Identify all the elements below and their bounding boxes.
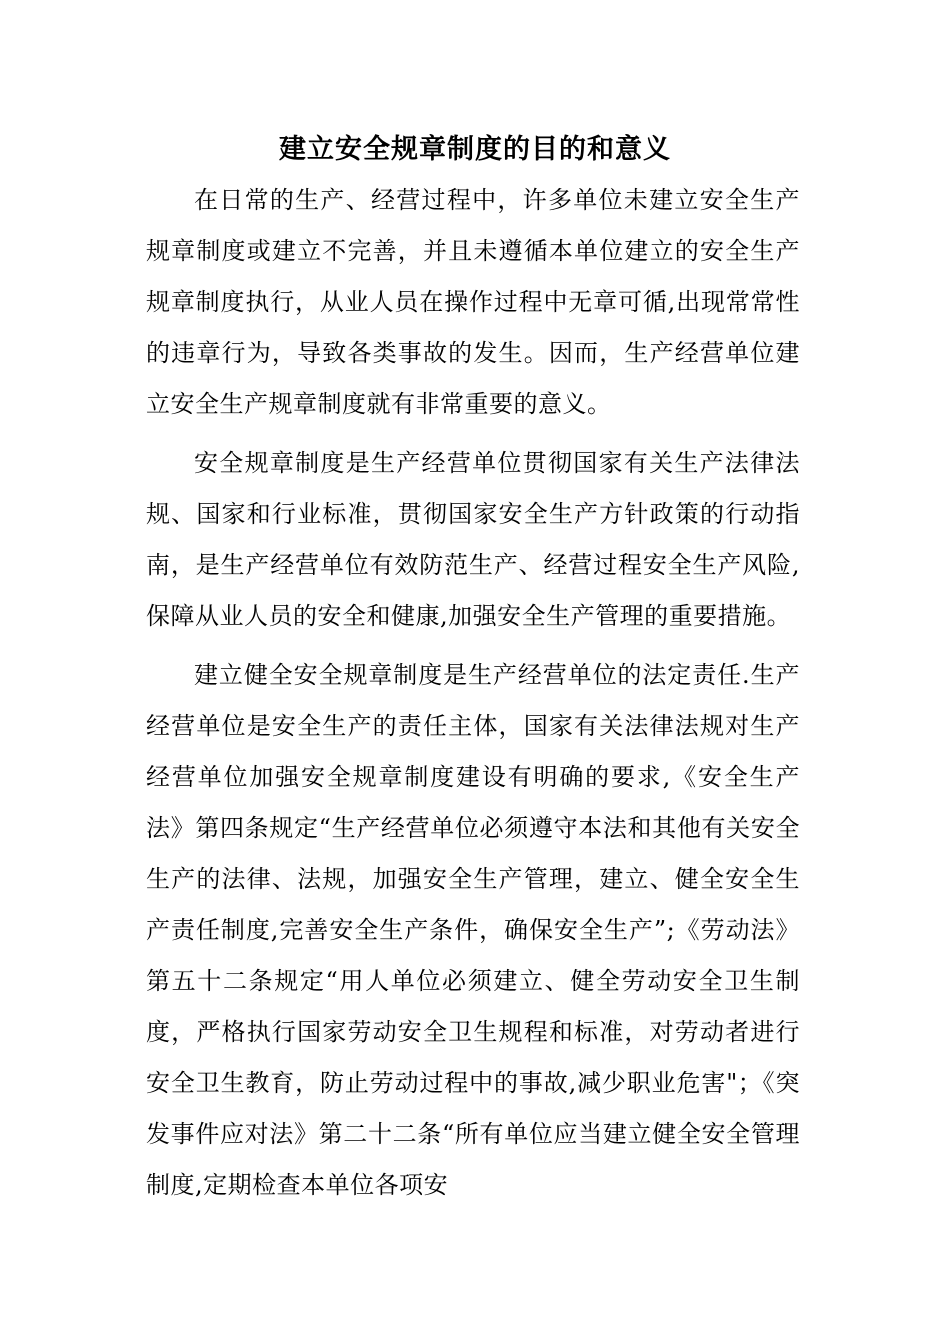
- paragraph-1: 在日常的生产、经营过程中，许多单位未建立安全生产规章制度或建立不完善，并且未遵循本单位建立的安全生产规章制度执行，从业人员在操作过程中无章可循,出现常常性的违章行为，导致各类事故的发生。因而，生产经营单位建立安全生产规章制度就有非常重要的意义。: [146, 186, 800, 418]
- document-title: 建立安全规章制度的目的和意义: [279, 134, 671, 165]
- paragraph-2: 安全规章制度是生产经营单位贯彻国家有关生产法律法规、国家和行业标准，贯彻国家安全生产方针政策的行动指南，是生产经营单位有效防范生产、经营过程安全生产风险,保障从业人员的安全和健康,加强安全生产管理的重要措施。: [146, 449, 800, 630]
- document-body: [146, 175, 800, 1219]
- paragraph-3: 建立健全安全规章制度是生产经营单位的法定责任.生产经营单位是安全生产的责任主体，国家有关法律法规对生产经营单位加强安全规章制度建设有明确的要求,《安全生产法》第四条规定“生产经营单位必须遵守本法和其他有关安全生产的法律、法规，加强安全生产管理，建立、健全安全生产责任制度,完善安全生产条件，确保安全生产”;《劳动法》第五十二条规定“用人单位必须建立、健全劳动安全卫生制度，严格执行国家劳动安全卫生规程和标准，对劳动者进行安全卫生教育，防止劳动过程中的事故,减少职业危害"；《突发事件应对法》第二十二条“所有单位应当建立健全安全管理制度,定期检查本单位各项安: [146, 661, 800, 1199]
